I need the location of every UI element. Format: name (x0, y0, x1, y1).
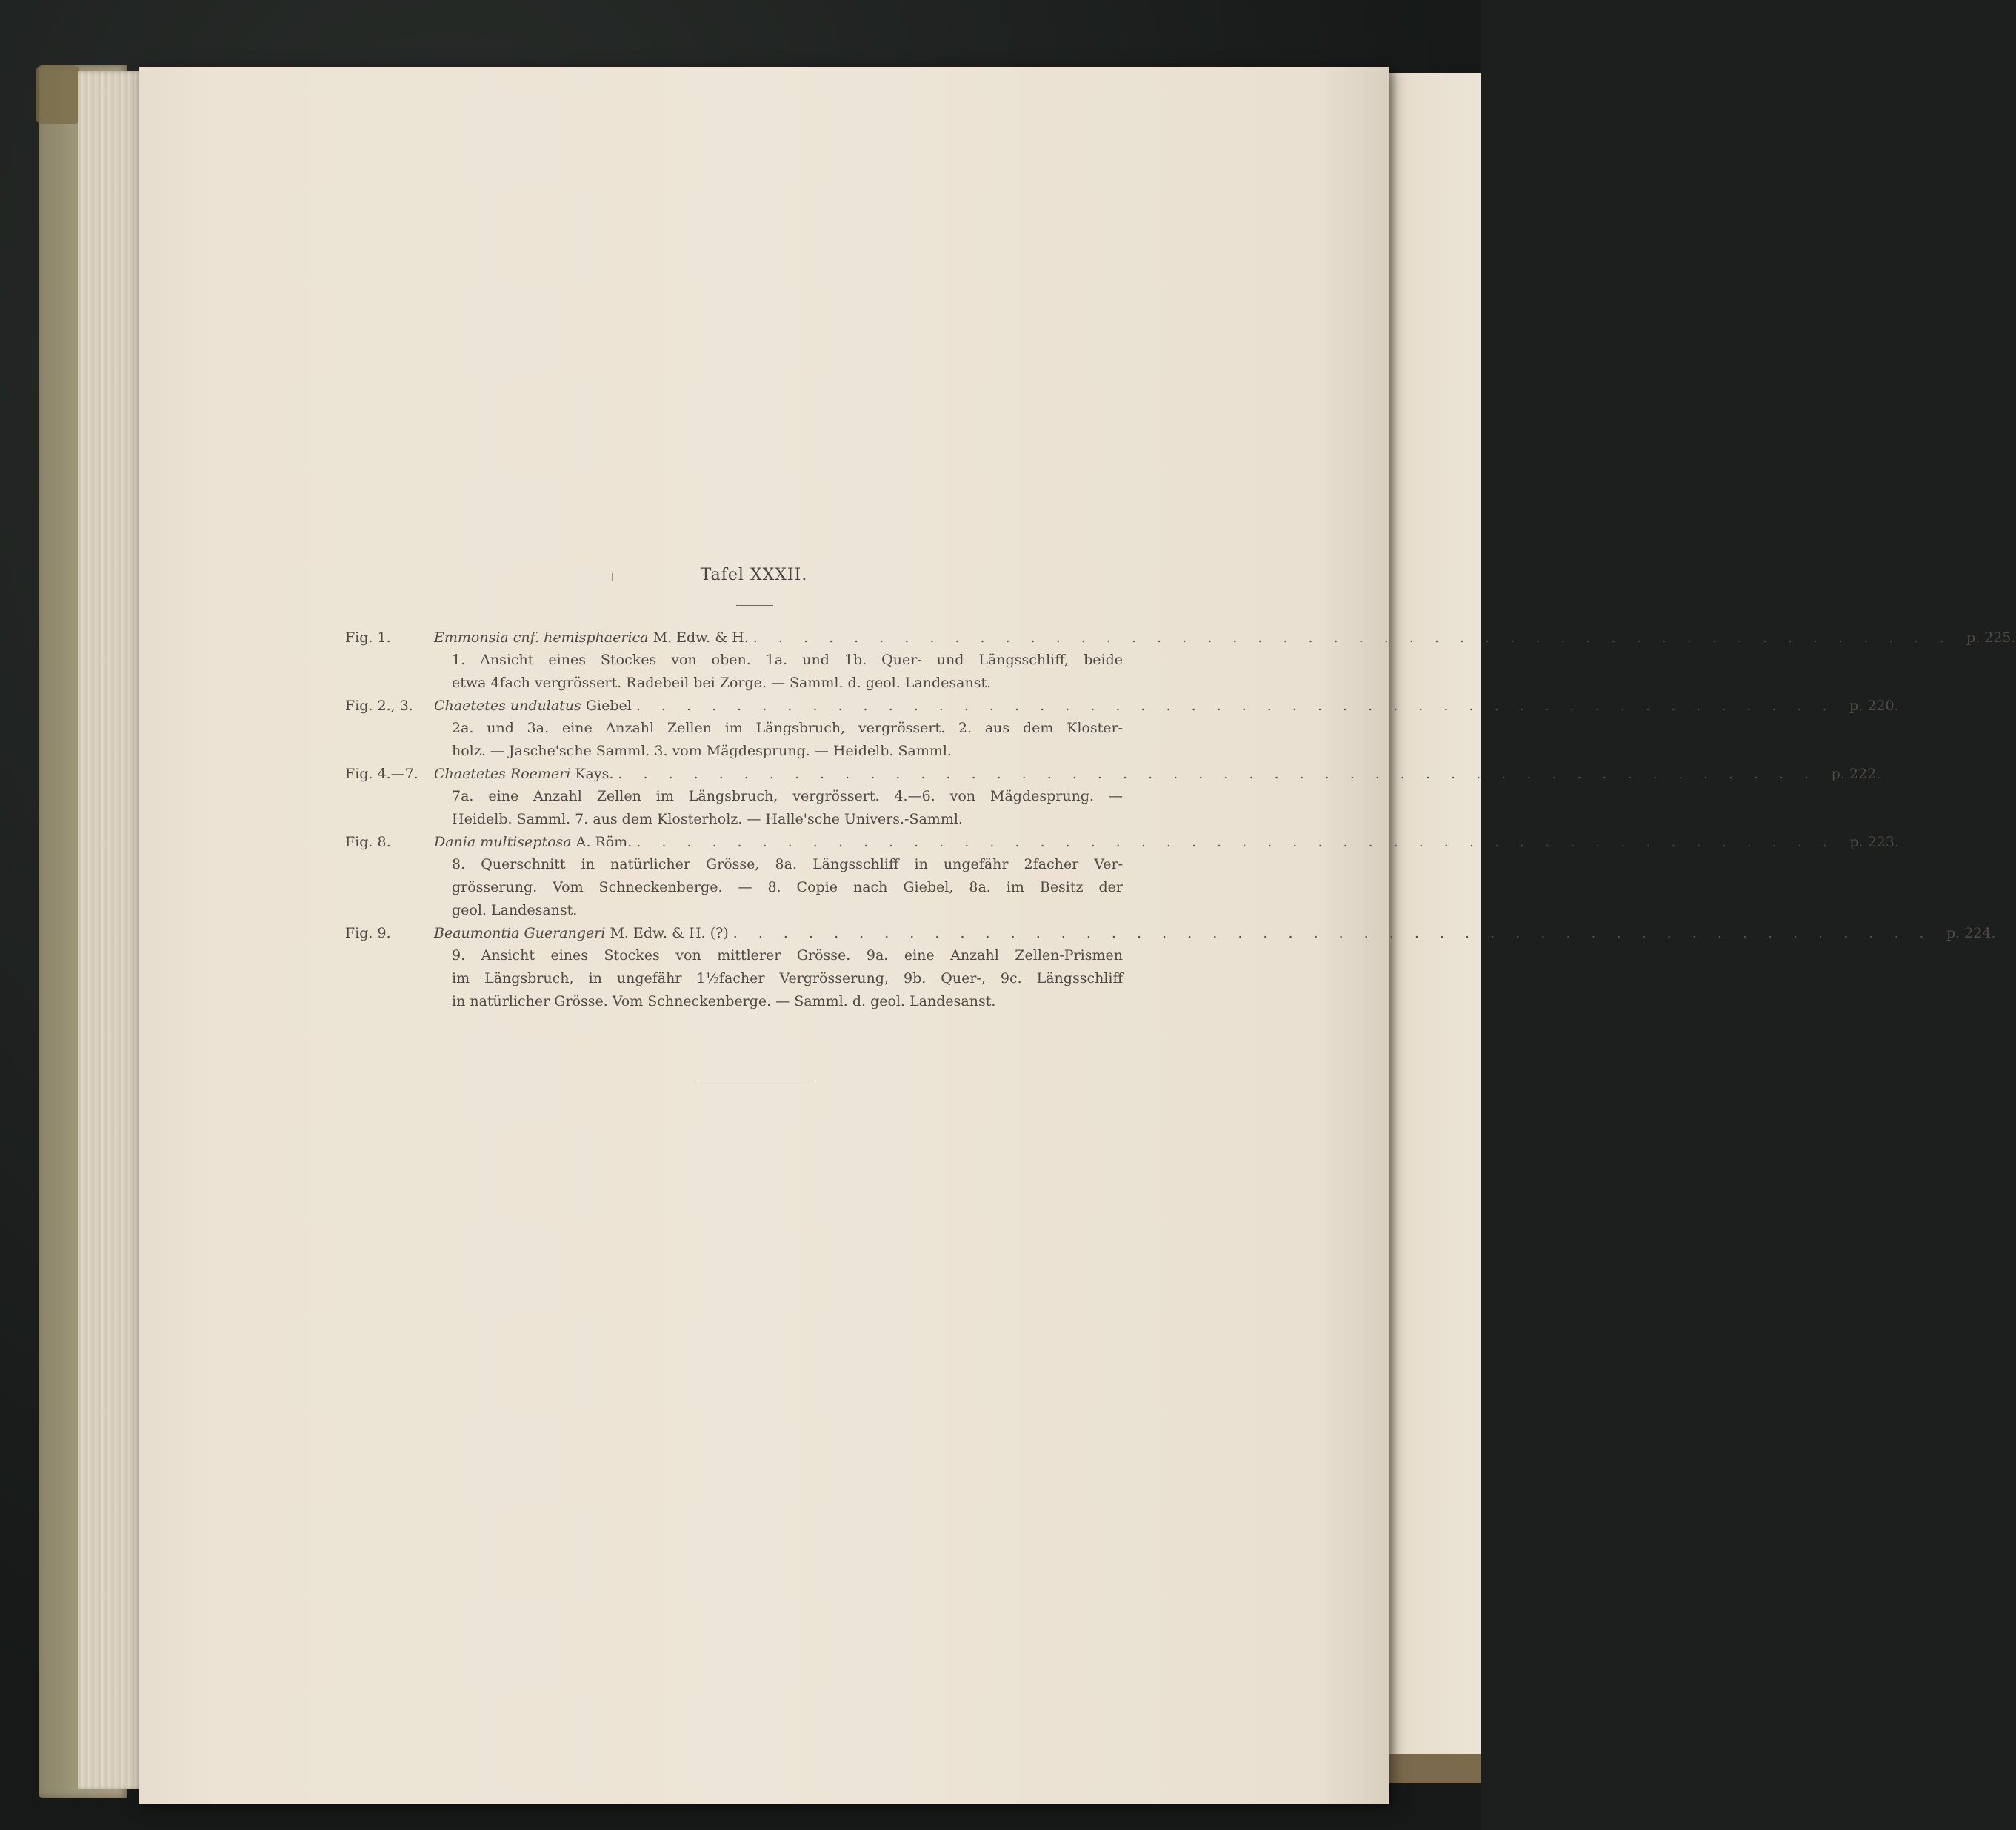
description-line: etwa 4fach vergrössert. Radebeil bei Zorge. — Samml. d. geol. Landesanst. (452, 675, 992, 691)
figure-number: Fig. 4.—7. (345, 766, 418, 782)
figure-entry (345, 831, 1900, 922)
description-line: holz. — Jasche'sche Samml. 3. vom Mägdesprung. — Heidelb. Samml. (452, 743, 952, 759)
cover-tear (36, 65, 80, 124)
species-name: Chaetetes undulatus (434, 698, 581, 714)
page-reference: p. 220. (1849, 698, 1899, 714)
species-name: Beaumontia Guerangeri (434, 925, 606, 941)
figure-description (452, 944, 1123, 1013)
figure-number: Fig. 1. (345, 630, 391, 646)
page-reference: p. 222. (1831, 766, 1881, 782)
adjacent-book-edge (1389, 1754, 1481, 1783)
figure-entry (345, 627, 2016, 695)
entry-header (345, 831, 1900, 853)
title-rule (736, 605, 773, 606)
species-name: Emmonsia cnf. hemisphaerica (434, 630, 649, 646)
description-line: 8. Querschnitt in natürlicher Grösse, 8a. Längsschliff in ungefähr 2facher Ver- (452, 856, 1123, 872)
leader-dots: . . . . . . . . . . . . . . . . . . . . . . . . . . . . . . . . . . . . . . . . . . . . . . . . (732, 925, 1932, 941)
author-name: M. Edw. & H. (?) (610, 925, 729, 941)
taxon-name (434, 831, 632, 853)
figure-description (452, 853, 1123, 922)
figure-description (452, 717, 1123, 763)
description-line: 7a. eine Anzahl Zellen im Längsbruch, vergrössert. 4.—6. von Mägdesprung. — (452, 788, 1123, 804)
taxon-name (434, 922, 729, 944)
species-name: Chaetetes Roemeri (434, 766, 571, 782)
figure-number: Fig. 9. (345, 925, 391, 941)
figure-number: Fig. 2., 3. (345, 698, 413, 714)
leader-dots: . . . . . . . . . . . . . . . . . . . . . . . . . . . . . . . . . . . . . . . . . . . . . . . . (752, 630, 1952, 646)
leader-dots: . . . . . . . . . . . . . . . . . . . . . . . . . . . . . . . . . . . . . . . . . . . . . . . . (636, 834, 1836, 850)
author-name: M. Edw. & H. (652, 630, 749, 646)
leader-dots: . . . . . . . . . . . . . . . . . . . . . . . . . . . . . . . . . . . . . . . . . . . . . . . . (618, 766, 1818, 782)
description-line: im Längsbruch, in ungefähr 1½facher Vergrösserung, 9b. Quer-, 9c. Längsschliff (452, 970, 1123, 986)
description-line: 9. Ansicht eines Stockes von mittlerer Grösse. 9a. eine Anzahl Zellen-Prismen (452, 947, 1123, 964)
description-line: Heidelb. Samml. 7. aus dem Klosterholz. — Halle'sche Univers.-Samml. (452, 811, 963, 827)
taxon-name (434, 627, 749, 649)
figure-description (452, 785, 1123, 831)
description-line: 2a. und 3a. eine Anzahl Zellen im Längsbruch, vergrössert. 2. aus dem Kloster- (452, 720, 1123, 736)
page-title: Tafel XXXII. (700, 566, 808, 584)
description-line: in natürlicher Grösse. Vom Schneckenberge. — Samml. d. geol. Landesanst. (452, 993, 996, 1009)
entry-header (345, 627, 2016, 649)
page-stack-edge (78, 71, 148, 1789)
taxon-name (434, 695, 632, 717)
author-name: Kays. (575, 766, 614, 782)
author-name: Giebel (585, 698, 632, 714)
description-line: grösserung. Vom Schneckenberge. — 8. Copie nach Giebel, 8a. im Besitz der (452, 879, 1123, 895)
figure-entry (345, 695, 1899, 763)
author-name: A. Röm. (575, 834, 632, 850)
figure-entry (345, 922, 1996, 1013)
figure-description (452, 649, 1123, 695)
description-line: geol. Landesanst. (452, 902, 578, 918)
page-reference: p. 225. (1966, 630, 2016, 646)
page-reference: p. 223. (1849, 834, 1900, 850)
entry-header (345, 763, 1881, 785)
species-name: Dania multiseptosa (434, 834, 572, 850)
figure-list (345, 627, 2016, 1013)
figure-number: Fig. 8. (345, 834, 391, 850)
description-line: 1. Ansicht eines Stockes von oben. 1a. und 1b. Quer- und Längsschliff, beide (452, 652, 1123, 668)
leader-dots: . . . . . . . . . . . . . . . . . . . . . . . . . . . . . . . . . . . . . . . . . . . . . . . . (635, 698, 1835, 714)
figure-entry (345, 763, 1881, 831)
page-reference: p. 224. (1946, 925, 1996, 941)
taxon-name (434, 763, 613, 785)
entry-header (345, 922, 1996, 944)
entry-header (345, 695, 1899, 717)
